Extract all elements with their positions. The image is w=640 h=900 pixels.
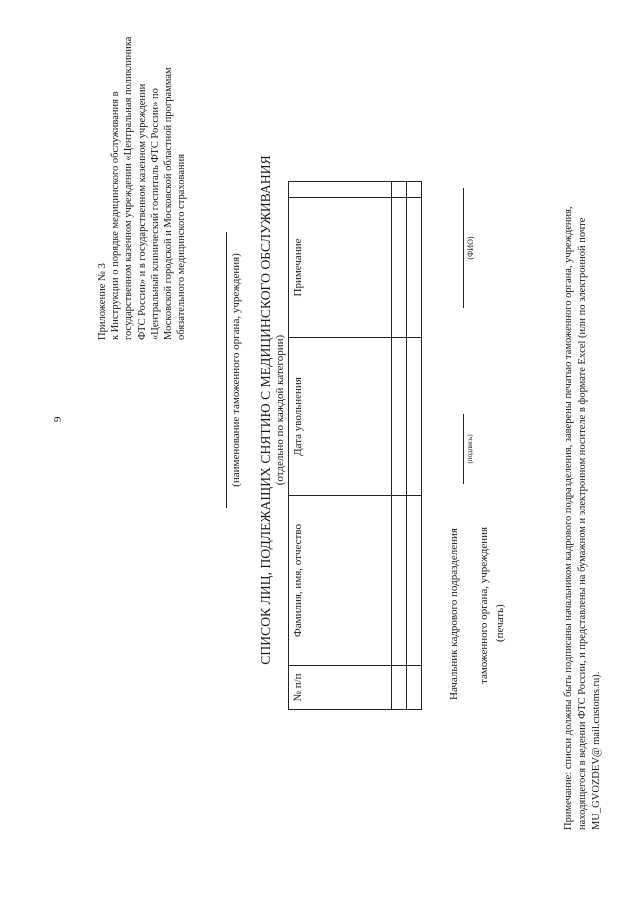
- table-cell: [407, 198, 422, 338]
- signature-title-line2: таможенного органа, учреждения: [478, 526, 490, 684]
- table-cell: [392, 666, 407, 710]
- table-cell: [407, 182, 422, 198]
- appendix-line: к Инструкции о порядке медицинского обслуживания в: [110, 91, 122, 340]
- table-cell: [407, 338, 422, 496]
- footnote-line: MU_GVOZDEV@ mail.customs.ru).: [591, 671, 602, 830]
- table-cell: [392, 182, 407, 198]
- appendix-line: «Центральный клинический госпиталь ФТС России» по: [149, 88, 161, 340]
- table-row: [392, 182, 407, 710]
- footnote-line: Примечание: списки должны быть подписаны начальником кадрового подразделения, заверены печатью таможенного органа, учреждения,: [563, 206, 574, 830]
- footnote-line: находящегося в ведении ФТС России, и представлены на бумажном и электронном носителе в формате Excel (или по электронной почте: [577, 217, 588, 830]
- signature-title-line1: Начальник кадрового подразделения: [448, 528, 460, 700]
- table-cell: [407, 666, 422, 710]
- header-number: № п/п: [289, 666, 392, 710]
- header-note: Примечание: [289, 198, 392, 338]
- header-dismissal-date: Дата увольнения: [289, 338, 392, 496]
- table-row: [407, 182, 422, 710]
- dismissal-table: [288, 181, 422, 710]
- table-cell: [392, 198, 407, 338]
- org-name-line: [226, 232, 227, 508]
- appendix-line: ФТС России» и в государственном казенном учреждении: [136, 83, 148, 340]
- appendix-line: государственном казенном учреждении «Центральная поликлиника: [123, 36, 135, 340]
- appendix-header: [96, 20, 188, 340]
- header-full-name: Фамилия, имя, отчество: [289, 496, 392, 666]
- table-cell: [392, 338, 407, 496]
- table-cell: [392, 496, 407, 666]
- header-empty-cell: [289, 182, 392, 198]
- org-name-caption: (наименование таможенного органа, учреждения): [230, 253, 242, 487]
- appendix-line: обязательного медицинского страхования: [176, 153, 188, 340]
- appendix-line: Московской городской и Московской областной программам: [163, 67, 175, 340]
- signature-caption: (подпись): [466, 434, 474, 464]
- document-title: СПИСОК ЛИЦ, ПОДЛЕЖАЩИХ СНЯТИЮ С МЕДИЦИНСКОГО ОБСЛУЖИВАНИЯ: [258, 155, 273, 665]
- appendix-line: Приложение № 3: [97, 263, 108, 340]
- full-name-caption: (ФИО): [466, 236, 475, 260]
- table-header-row: [289, 182, 392, 710]
- stamp-label: (печать): [494, 604, 506, 642]
- footnote: [562, 10, 604, 830]
- page-number: 9: [52, 416, 64, 422]
- table-cell: [407, 496, 422, 666]
- full-name-line: [463, 188, 464, 308]
- signature-line: [463, 414, 464, 484]
- document-subtitle: (отдельно по каждой категории): [274, 334, 286, 486]
